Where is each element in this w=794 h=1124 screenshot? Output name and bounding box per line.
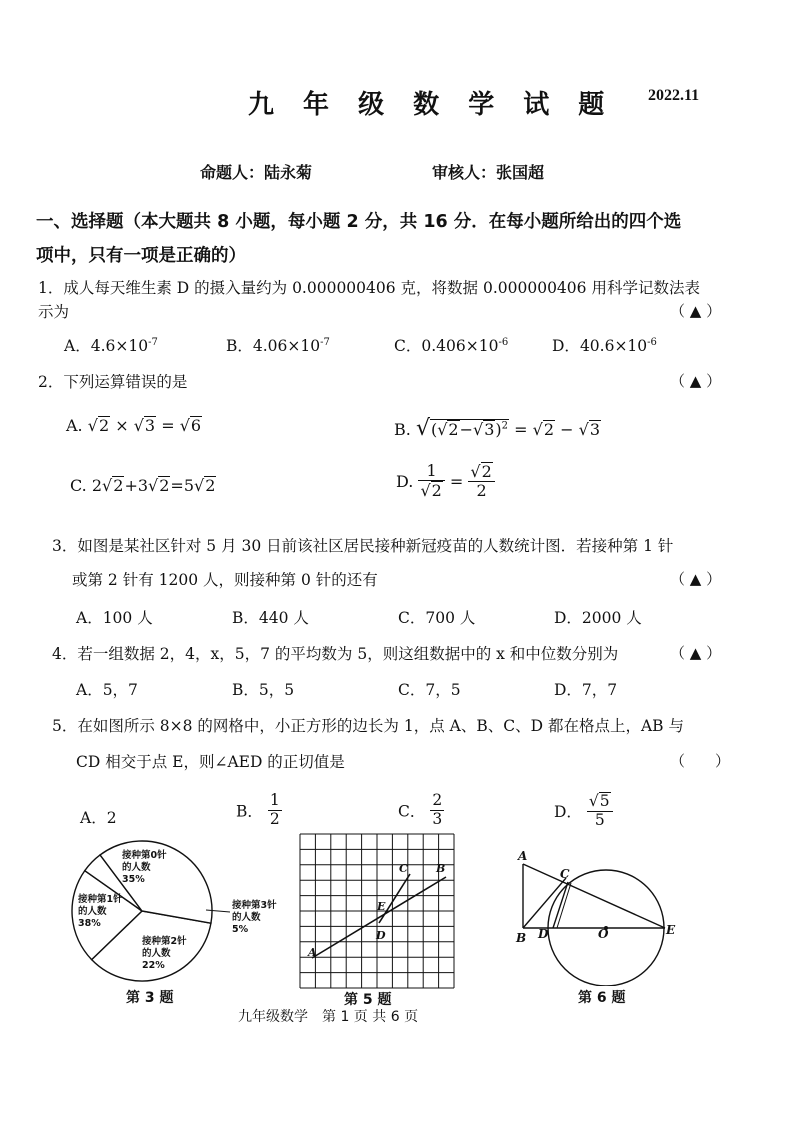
option-label: A. xyxy=(66,416,83,435)
slice-name-label: 接种第2针 xyxy=(142,936,187,947)
q4-option-d: D．7，7 xyxy=(554,681,618,699)
radicand: 2 xyxy=(448,420,459,439)
slice-percent-label: 5% xyxy=(232,924,249,935)
denominator: 2 xyxy=(269,809,280,828)
option-label: A． xyxy=(64,337,91,355)
sqrt-sign: √ xyxy=(578,420,589,439)
point-label-a: A xyxy=(518,849,528,863)
q5-option-a xyxy=(80,806,117,828)
q1-stem-line1: 1．成人每天维生素 D 的摄入量约为 0.000000406 克，将数据 0.000000406 用科学记数法表 xyxy=(38,279,700,297)
slice-percent-label: 35% xyxy=(122,874,145,885)
slice-name-label: 接种第0针 xyxy=(122,850,167,861)
denominator: √2 xyxy=(420,481,442,501)
option-label: A． xyxy=(80,809,107,827)
fraction xyxy=(587,792,613,830)
q1-answer-mark: （ ▲ ） xyxy=(670,302,722,320)
option-label: D. xyxy=(396,471,414,491)
radicand: 5 xyxy=(599,792,610,810)
operator: − xyxy=(560,420,574,439)
option-mantissa: 4.06×10 xyxy=(252,337,321,355)
exam-date: 2022.11 xyxy=(648,87,700,104)
radicand: 2 xyxy=(205,476,216,495)
denominator: 3 xyxy=(432,809,443,828)
q4-stem: 4．若一组数据 2，4，x，5，7 的平均数为 5，则这组数据中的 x 和中位数分别为 xyxy=(52,645,619,663)
square-exponent: 2 xyxy=(501,420,509,432)
q2-option-a xyxy=(66,416,202,435)
operator: +3 xyxy=(124,476,149,495)
q1-stem-line2: 示为 xyxy=(38,303,70,321)
segment-dc-2 xyxy=(557,883,571,928)
radicand: 2 xyxy=(431,481,442,501)
q2-option-c xyxy=(70,476,216,495)
option-mantissa: 40.6×10 xyxy=(579,337,648,355)
operator: − xyxy=(459,420,474,439)
slice-name-label: 接种第3针 xyxy=(232,900,277,911)
q1-option-d xyxy=(552,334,657,356)
circle-figure xyxy=(508,846,688,986)
option-exponent: -7 xyxy=(320,336,330,348)
option-label: B． xyxy=(236,802,263,821)
q2-option-b xyxy=(394,416,601,441)
q1-option-b xyxy=(226,334,330,356)
q5-answer-blank: （ ） xyxy=(670,752,731,770)
sqrt-sign: √ xyxy=(133,416,144,435)
option-exponent: -7 xyxy=(148,336,158,348)
section-heading-line1: 一、选择题（本大题共 8 小题，每小题 2 分，共 16 分．在每小题所给出的四个选 xyxy=(36,212,682,232)
q1-option-c xyxy=(394,334,508,356)
sqrt-sign: √ xyxy=(102,476,113,495)
slice-name-label: 的人数 xyxy=(232,912,261,923)
page-title: 九 年 级 数 学 试 题 xyxy=(248,90,615,120)
slice-name-label: 的人数 xyxy=(122,862,151,873)
option-label: C． xyxy=(398,802,426,821)
fraction-1 xyxy=(418,462,444,501)
option-exponent: -6 xyxy=(647,336,657,348)
option-label: C. xyxy=(70,476,87,495)
sqrt-sign: √ xyxy=(532,420,543,439)
sqrt-sign: √ xyxy=(473,420,484,439)
point-label-e: E xyxy=(377,900,386,913)
point-label-b: B xyxy=(516,931,527,945)
q1-option-a xyxy=(64,334,158,356)
radicand: 2 xyxy=(543,420,555,439)
numerator: √5 xyxy=(587,792,613,812)
option-label: B． xyxy=(226,337,253,355)
fraction xyxy=(430,792,444,829)
point-label-e: E xyxy=(666,923,676,937)
q3-answer-mark: （ ▲ ） xyxy=(670,570,722,588)
page-footer: 九年级数学 第 1 页 共 6 页 xyxy=(238,1009,419,1025)
outer-radicand: $(√2-√3)^2$ xyxy=(430,420,509,439)
sqrt-sign: √ xyxy=(194,476,205,495)
point-label-o: O xyxy=(598,927,609,941)
q3-option-b: B．440 人 xyxy=(232,609,309,627)
reviewer-line: 审核人：张国超 xyxy=(432,163,545,182)
q5-option-c xyxy=(398,792,444,829)
sqrt-sign: √ xyxy=(179,416,190,435)
slice-percent-label: 38% xyxy=(78,918,101,929)
q3-option-c: C．700 人 xyxy=(398,609,476,627)
radicand: 3 xyxy=(484,420,495,439)
point-label-b: B xyxy=(436,862,446,875)
sqrt-sign: √ xyxy=(87,416,98,435)
q5-stem-line2: CD 相交于点 E，则∠AED 的正切值是 xyxy=(76,753,345,771)
segment-cd xyxy=(379,874,410,923)
section-heading-line2: 项中，只有一项是正确的） xyxy=(36,246,246,266)
option-value: 2 xyxy=(106,809,117,827)
q2-answer-mark: （ ▲ ） xyxy=(670,372,722,390)
radicand: 3 xyxy=(589,420,600,439)
q4-answer-mark: （ ▲ ） xyxy=(670,644,722,662)
point-label-d: D xyxy=(376,929,386,942)
slice-percent-label: 22% xyxy=(142,960,165,971)
q3-stem-line1: 3．如图是某社区针对 5 月 30 日前该社区居民接种新冠疫苗的人数统计图．若接种第 1 针 xyxy=(52,537,674,555)
sqrt-sign: √ xyxy=(437,420,448,439)
grid-figure xyxy=(296,830,458,990)
operator: × xyxy=(115,416,129,435)
q5-option-b xyxy=(236,792,282,829)
segment-ab xyxy=(312,877,446,958)
point-label-d: D xyxy=(538,927,549,941)
grid-caption: 第 5 题 xyxy=(344,992,392,1008)
slice-name-label: 的人数 xyxy=(78,906,107,917)
q2-stem: 2．下列运算错误的是 xyxy=(38,373,188,391)
denominator: 5 xyxy=(594,810,605,829)
sqrt-sign: √ xyxy=(415,416,430,441)
fraction xyxy=(268,792,282,829)
option-label: B. xyxy=(394,420,411,439)
operator: =5 xyxy=(170,476,195,495)
slice-name-label: 的人数 xyxy=(142,948,171,959)
sqrt-sign: √ xyxy=(148,476,159,495)
q3-option-a: A．100 人 xyxy=(76,609,153,627)
option-label: D． xyxy=(554,802,582,821)
q3-stem-line2: 或第 2 针有 1200 人，则接种第 0 针的还有 xyxy=(72,571,378,589)
option-exponent: -6 xyxy=(498,336,509,348)
radicand: 2 xyxy=(113,476,124,495)
radicand: 2 xyxy=(98,416,110,435)
q3-option-d: D．2000 人 xyxy=(554,609,642,627)
option-mantissa: 4.6×10 xyxy=(90,337,149,355)
segment-dc xyxy=(553,882,568,928)
point-label-c: C xyxy=(560,867,570,881)
option-label: D． xyxy=(552,337,580,355)
slice-name-label: 接种第1针 xyxy=(78,894,123,905)
point-label-a: A xyxy=(308,946,317,959)
q4-option-c: C．7，5 xyxy=(398,681,461,699)
q5-stem-line1: 5．在如图所示 8×8 的网格中，小正方形的边长为 1，点 A、B、C、D 都在格点上，AB 与 xyxy=(52,717,684,735)
operator: = xyxy=(161,416,175,435)
numerator: √2 xyxy=(468,462,494,482)
numerator: 1 xyxy=(418,462,444,481)
q4-option-b: B．5，5 xyxy=(232,681,295,699)
coefficient: 2 xyxy=(91,476,103,495)
radicand: 2 xyxy=(159,476,170,495)
option-label: C． xyxy=(394,337,422,355)
pie-chart-figure xyxy=(60,836,300,986)
numerator: 1 xyxy=(269,791,280,809)
segment-ae xyxy=(523,864,665,928)
pie-caption: 第 3 题 xyxy=(126,990,174,1006)
setter-line: 命题人：陆永菊 xyxy=(200,163,313,182)
q4-option-a: A．5，7 xyxy=(76,681,138,699)
radicand: 6 xyxy=(190,416,202,435)
q2-option-d xyxy=(396,462,495,501)
denominator: 2 xyxy=(476,481,487,501)
operator: = xyxy=(449,471,464,491)
option-mantissa: 0.406×10 xyxy=(421,337,499,355)
radicand: 3 xyxy=(144,416,156,435)
q5-option-d xyxy=(554,792,613,830)
fraction-2 xyxy=(468,462,494,501)
point-label-c: C xyxy=(399,862,408,875)
circle-caption: 第 6 题 xyxy=(578,990,626,1006)
radicand: 2 xyxy=(481,462,492,481)
operator: = xyxy=(514,420,528,439)
numerator: 2 xyxy=(432,791,443,809)
